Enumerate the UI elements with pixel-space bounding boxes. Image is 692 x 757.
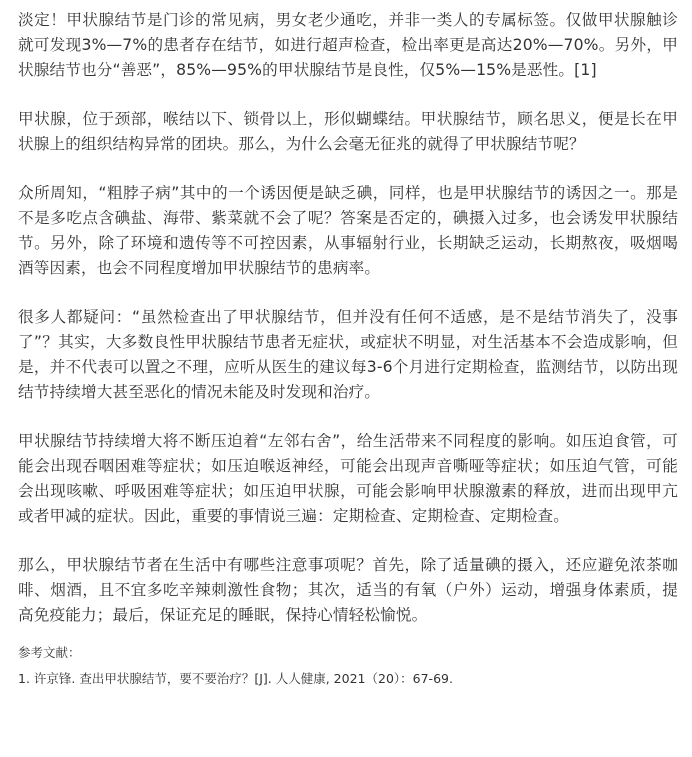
- article: [18, 8, 678, 689]
- article-paragraph-3: 众所周知，“粗脖子病”其中的一个诱因便是缺乏碘，同样，也是甲状腺结节的诱因之一。那是不是多吃点含碘盐、海带、紫菜就不会了呢？答案是否定的，碘摄入过多，也会诱发甲状腺结节。另外，除了环境和遗传等不可控因素，从事辐射行业，长期缺乏运动，长期熬夜，吸烟喝酒等因素，也会不同程度增加甲状腺结节的患病率。: [18, 184, 678, 277]
- paragraph-spacer: [18, 157, 678, 181]
- article-paragraph-2: 甲状腺，位于颈部，喉结以下、锁骨以上，形似蝴蝶结。甲状腺结节，顾名思义，便是长在甲状腺上的组织结构异常的团块。那么，为什么会毫无征兆的就得了甲状腺结节呢？: [18, 110, 678, 153]
- article-paragraph-6: 那么，甲状腺结节者在生活中有哪些注意事项呢？首先，除了适量碘的摄入，还应避免浓茶咖啡、烟酒，且不宜多吃辛辣刺激性食物；其次，适当的有氧（户外）运动，增强身体素质，提高免疫能力；最后，保证充足的睡眠，保持心情轻松愉悦。: [18, 556, 678, 624]
- paragraph-spacer: [18, 405, 678, 429]
- reference-item: 1. 许京锋. 查出甲状腺结节，要不要治疗？[J]. 人人健康, 2021（20）：67-69.: [18, 671, 453, 686]
- article-paragraph-5: 甲状腺结节持续增大将不断压迫着“左邻右舍”，给生活带来不同程度的影响。如压迫食管，可能会出现吞咽困难等症状；如压迫喉返神经，可能会出现声音嘶哑等症状；如压迫气管，可能会出现咳嗽、呼吸困难等症状；如压迫甲状腺，可能会影响甲状腺激素的释放，进而出现甲亢或者甲减的症状。因此，重要的事情说三遍：定期检查、定期检查、定期检查。: [18, 432, 678, 525]
- article-paragraph-1: 淡定！甲状腺结节是门诊的常见病，男女老少通吃，并非一类人的专属标签。仅做甲状腺触诊就可发现3%—7%的患者存在结节，如进行超声检查，检出率更是高达20%—70%。另外，甲状腺结节也分“善恶”，85%—95%的甲状腺结节是良性，仅5%—15%是恶性。[1]: [18, 11, 678, 79]
- article-paragraph-4: 很多人都疑问：“虽然检查出了甲状腺结节，但并没有任何不适感，是不是结节消失了，没事了”？其实，大多数良性甲状腺结节患者无症状，或症状不明显，对生活基本不会造成影响，但是，并不代表可以置之不理，应听从医生的建议每3-6个月进行定期检查，监测结节，以防出现结节持续增大甚至恶化的情况未能及时发现和治疗。: [18, 308, 678, 401]
- paragraph-spacer: [18, 83, 678, 107]
- references-section: [18, 643, 678, 689]
- references-title: 参考文献：: [18, 645, 81, 660]
- paragraph-spacer: [18, 529, 678, 553]
- paragraph-spacer: [18, 281, 678, 305]
